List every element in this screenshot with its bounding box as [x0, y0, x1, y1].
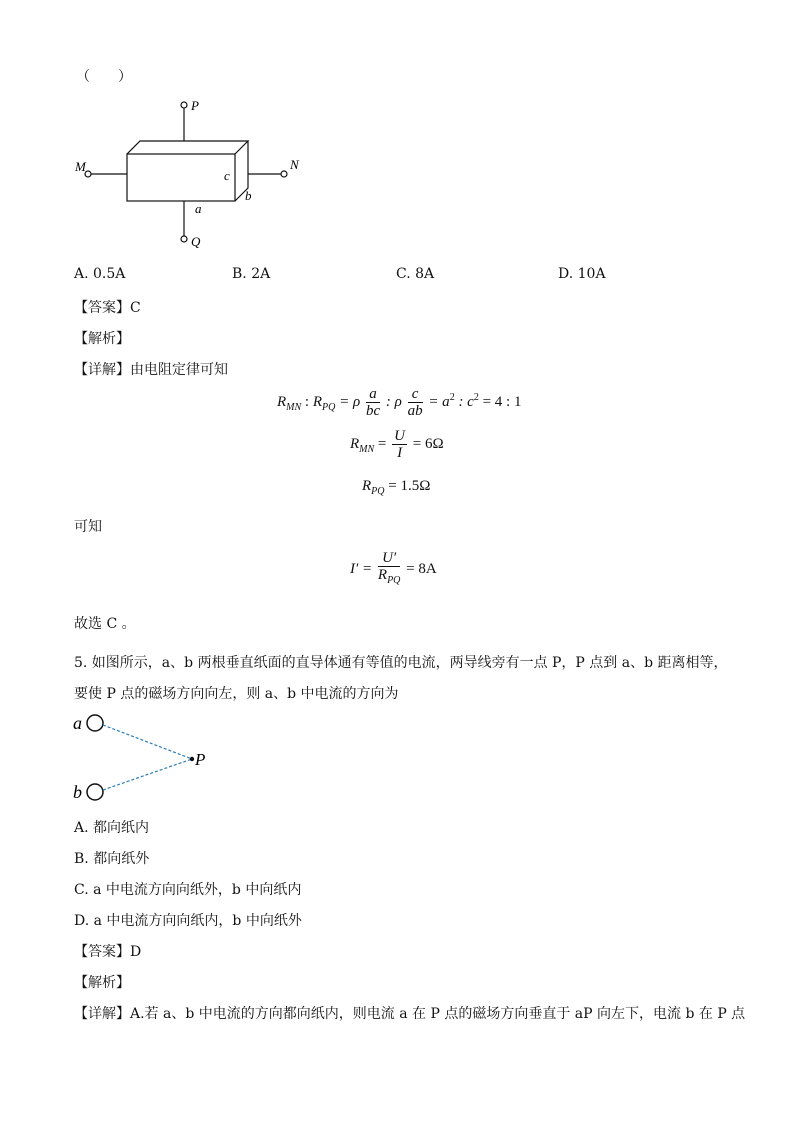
conductor-block-figure: [70, 96, 310, 256]
label-Q: Q: [191, 234, 201, 249]
question-5-line-2: 要使 P 点的磁场方向向左，则 a、b 中电流的方向为: [74, 686, 399, 702]
kezhi-text: 可知: [74, 519, 102, 535]
label-b: b: [245, 188, 252, 203]
option-c: C. 8A: [396, 266, 435, 282]
option-b: B. 2A: [232, 266, 271, 282]
equation-resistance-ratio: $R_{MN}$ : $R_{PQ} = \rho$ $\frac{a}{bc}$ : ρ $\frac{c}{ab}$ = $a^2$ : $c^2 = 4$ : 1: [277, 386, 522, 419]
option-a: A. 都向纸内: [74, 820, 150, 836]
label-b: b: [73, 782, 82, 802]
label-a: a: [73, 713, 82, 733]
equation-r-pq: $R_{PQ} = 1.5\Omega$: [362, 478, 431, 497]
option-b: B. 都向纸外: [74, 851, 150, 867]
equation-r-mn: $R_{MN}$ = $\frac{U}{I}$ = 6Ω: [350, 428, 444, 461]
analysis-tag: 【解析】: [74, 331, 130, 347]
detail-line: 【详解】A.若 a、b 中电流的方向都向纸内，则电流 a 在 P 点的磁场方向垂直于 aP 向左下，电流 b 在 P 点: [74, 1006, 746, 1022]
option-d: D. 10A: [558, 266, 606, 282]
wires-figure: [70, 708, 230, 808]
block-top-face: [127, 141, 248, 154]
wire-b: [87, 784, 103, 800]
label-M: M: [75, 159, 86, 174]
label-P: P: [191, 98, 199, 113]
question-bracket: （ ）: [76, 69, 132, 85]
label-N: N: [290, 157, 299, 172]
question-5-line-1: 5. 如图所示，a、b 两根垂直纸面的直导体通有等值的电流，两导线旁有一点 P，P 点到 a、b 距离相等，: [74, 655, 728, 671]
detail-line: 【详解】由电阻定律可知: [74, 362, 228, 378]
option-a: A. 0.5A: [74, 266, 126, 282]
block-front-face: [127, 154, 235, 201]
label-a: a: [195, 201, 202, 216]
answer-line: 【答案】C: [74, 300, 141, 316]
analysis-tag: 【解析】: [74, 975, 130, 991]
answer-line: 【答案】D: [74, 944, 142, 960]
option-c: C. a 中电流方向向纸外，b 中向纸内: [74, 882, 302, 898]
conclusion-text: 故选 C 。: [74, 616, 136, 632]
equation-current: I′ = $\frac{U'}{R_{PQ}}$ = 8A: [350, 550, 437, 586]
point-P: [190, 757, 194, 761]
option-d: D. a 中电流方向向纸内，b 中向纸外: [74, 913, 302, 929]
label-P: P: [195, 750, 206, 769]
wire-a: [87, 715, 103, 731]
label-c: c: [224, 168, 230, 183]
